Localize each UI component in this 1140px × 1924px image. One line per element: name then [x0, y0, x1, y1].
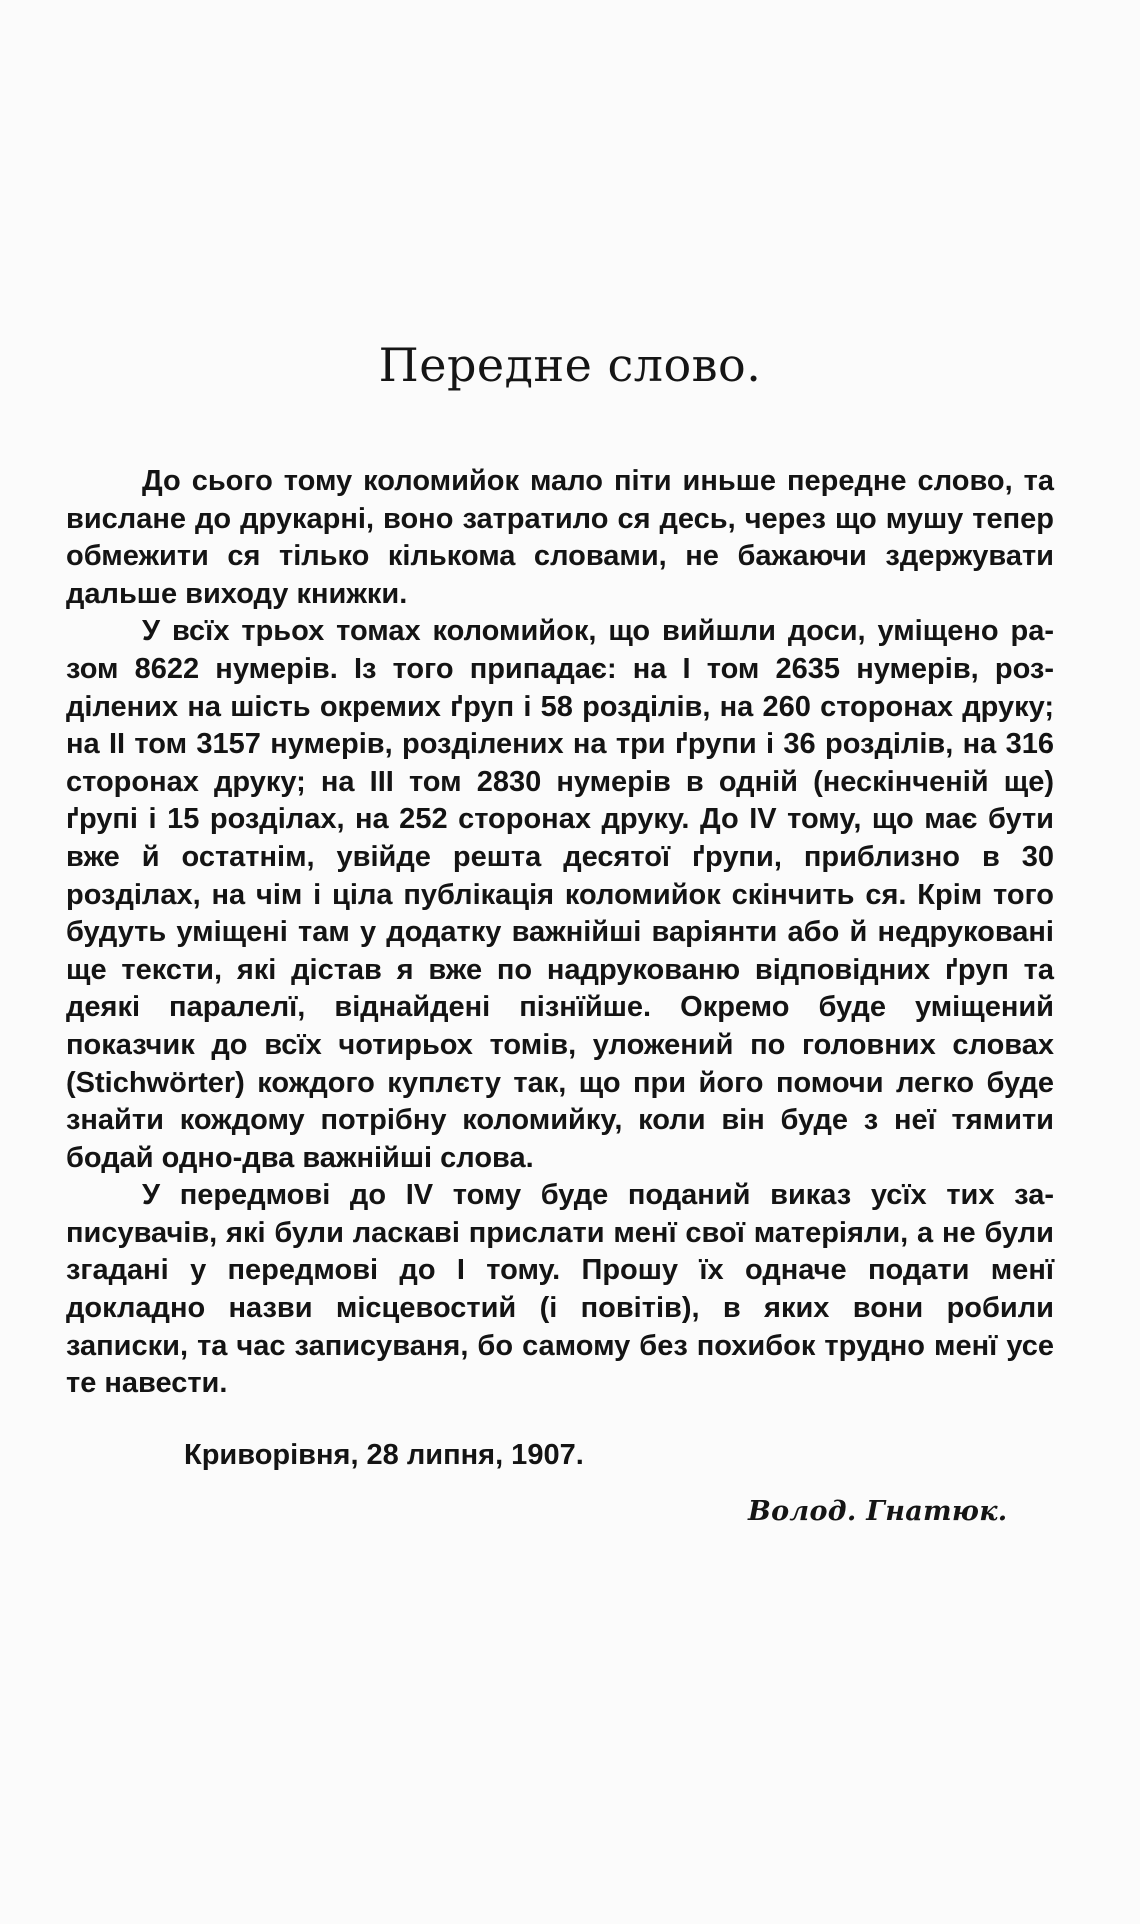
preface-body — [66, 463, 1054, 1403]
paragraph-3: У передмові до IV тому буде поданий виказ усїх тих записувачів, які були ласкаві прислати менї свої матеріяли, а не були згадані у передмові до I тому. Прошу їх одначе подати менї докладно назви місцевостий (і повітів), в яких вони робили записки, та час записуваня, бо самому без похибок трудно менї усе те навести. — [66, 1179, 1054, 1400]
author-signature: Волод. Гнатюк. — [748, 1496, 1008, 1527]
place-date-line: Криворівня, 28 липня, 1907. — [184, 1439, 584, 1471]
page-title: Передне слово. — [378, 338, 762, 392]
paragraph-2: У всїх трьох томах коломийок, що вийшли доси, уміщено разом 8622 нумерів. Із того припадає: на І том 2635 нумерів, розділених на шість окремих ґруп і 58 розділів, на 260 сторонах друку; на II том 3157 нумерів, розділених на три ґрупи і 36 розділів, на 316 сторонах друку; на III том 2830 нумерів в одній (нескінченій ще) ґрупі і 15 розділах, на 252 сторонах друку. До IV тому, що має бути вже й остатнім, увійде решта десятої ґрупи, приблизно в 30 розділах, на чім і ціла публікація коломийок скінчить ся. Крім того будуть уміщені там у додатку важнійші варіянти або й недруковані ще тексти, які дістав я вже по надрукованю відповідних ґруп та деякі паралелї, віднайдені пізнїйше. Окремо буде уміщений показчик до всїх чотирьох томів, уложений по головних словах (Stichwörter) кождого куплєту так, що при його помочи легко буде знайти кождому потрібну коломийку, коли він буде з неї тямити бодай одно-два важнійші слова. — [66, 615, 1054, 1174]
paragraph-1: До сього тому коломийок мало піти иньше передне слово, та вислане до друкарні, воно затратило ся десь, через що мушу тепер обмежити ся тілько кількома словами, не бажаючи здержувати дальше виходу книжки. — [66, 465, 1054, 610]
